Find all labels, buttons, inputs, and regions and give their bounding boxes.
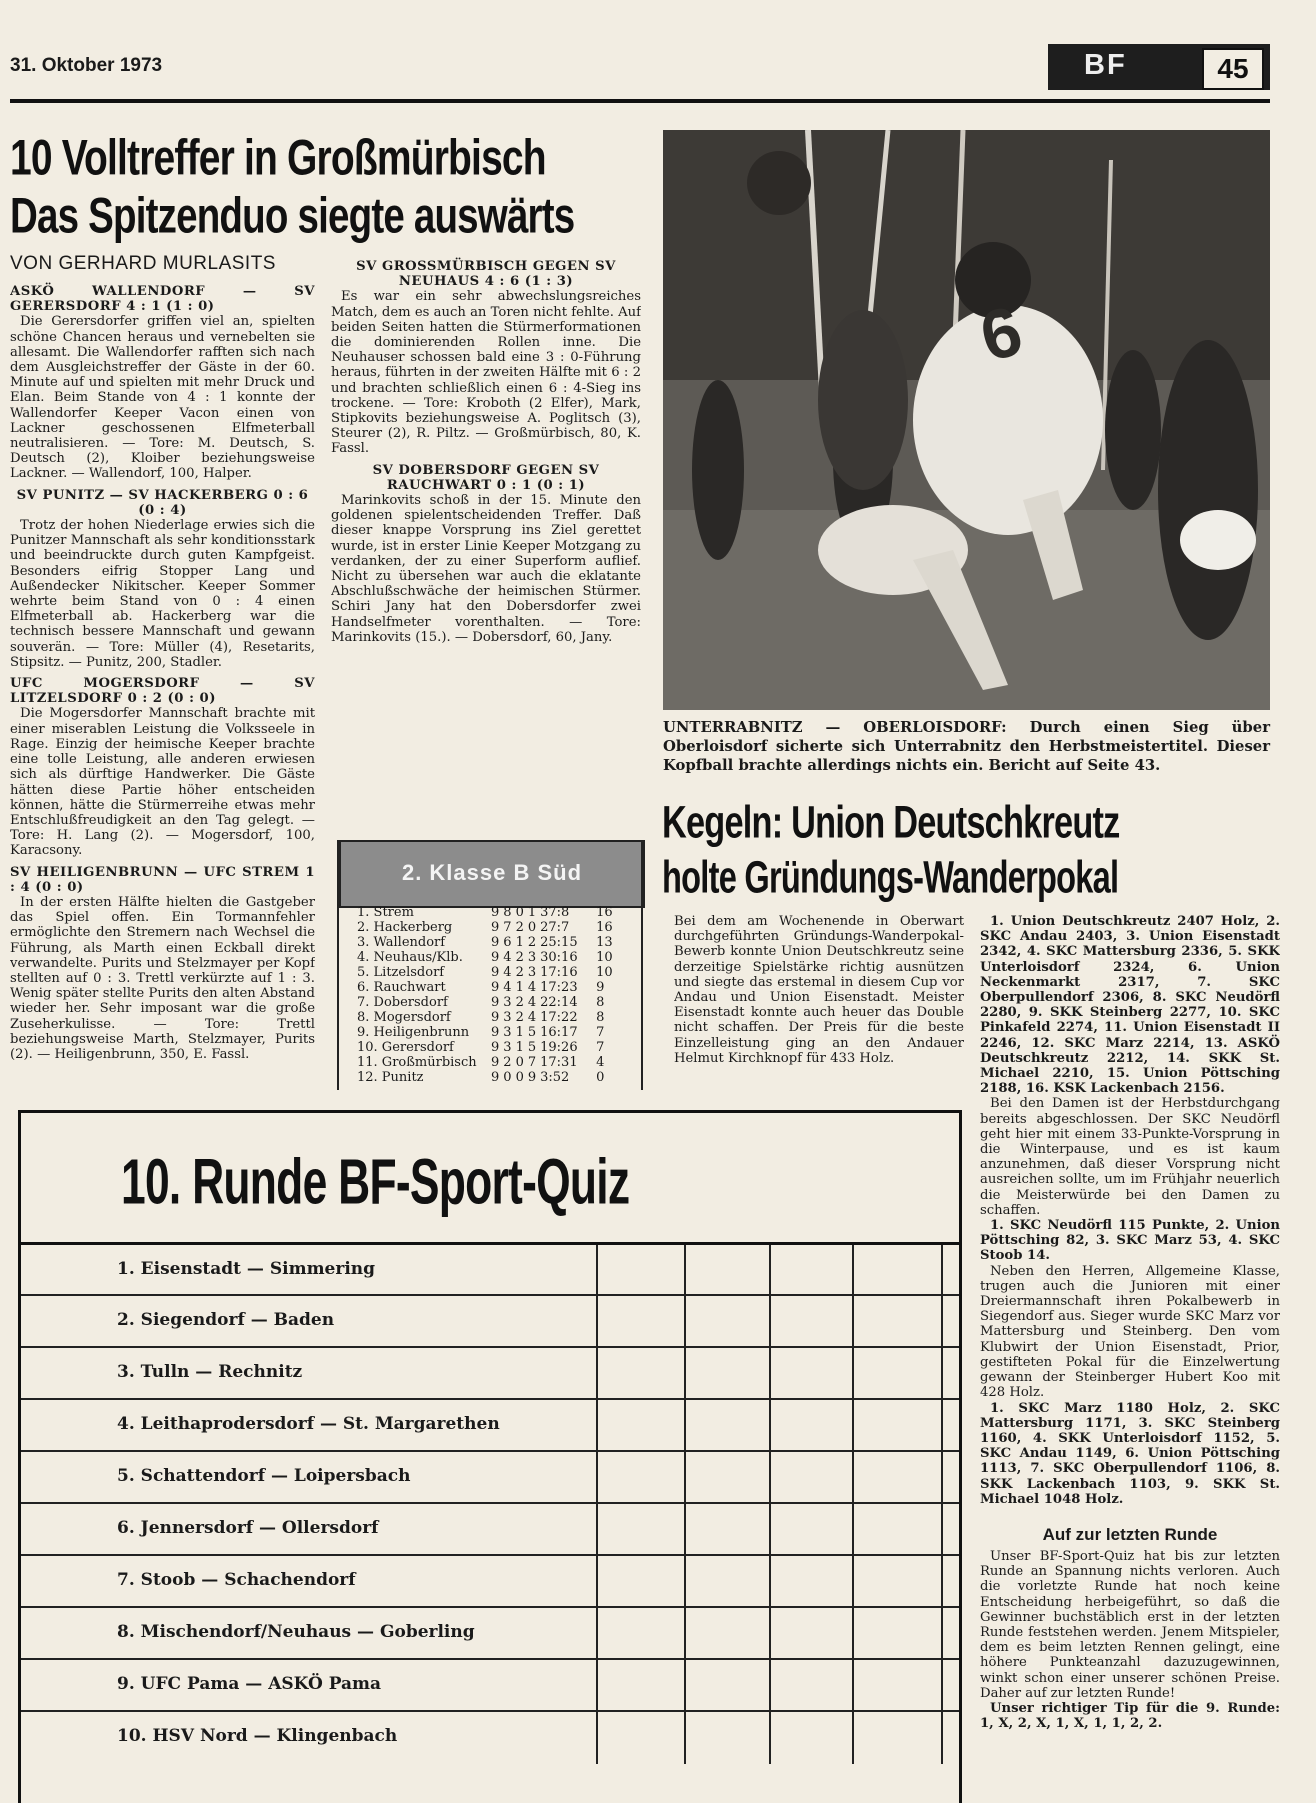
article2-headline-line2: holte Gründungs-Wanderpokal [662,852,1119,903]
standings-value: 30:16 [540,950,578,965]
quiz-cell-divider [769,1556,771,1608]
quiz-cell-divider [596,1504,598,1556]
standings-value: 13 [596,935,613,950]
standings-row [357,920,617,935]
quiz-cell-divider [941,1608,943,1660]
quiz-cell-divider [852,1712,854,1764]
standings-value: 2 [515,950,524,965]
standings-team: 12. Punitz [357,1070,424,1085]
quiz-cell-divider [596,1452,598,1504]
final-round-section [980,1525,1280,1795]
quiz-match-label: 8. Mischendorf/Neuhaus — Goberling [117,1622,475,1642]
standings-rule-right [641,840,643,1090]
quiz-match-label: 5. Schattendorf — Loipersbach [117,1466,411,1486]
standings-value: 16:17 [540,1025,578,1040]
match-photo-graphic [663,130,1270,710]
quiz-cell-divider [684,1400,686,1452]
masthead-box [1048,44,1270,90]
standings-value: 1 [515,980,524,995]
results-paragraph: 1. SKC Neudörfl 115 Punkte, 2. Union Pöttsching 82, 3. SKC Marz 53, 4. SKC Stoob 14. [980,1218,1280,1264]
standings-value: 1 [515,935,524,950]
match-heading: ASKÖ WALLENDORF — SV GERERSDORF 4 : 1 (1 : 0) [10,284,315,315]
standings-team: 9. Heiligenbrunn [357,1025,470,1040]
standings-row [357,965,617,980]
quiz-cell-divider [769,1712,771,1764]
standings-title-box [339,840,645,908]
standings-value: 2 [527,935,537,950]
byline: VON GERHARD MURLASITS [10,253,276,274]
quiz-cell-divider [596,1296,598,1348]
quiz-cell-divider [769,1452,771,1504]
quiz-cell-divider [852,1348,854,1400]
article2-headline-line1: Kegeln: Union Deutschkreutz [662,797,1120,848]
standings-value: 7 [596,1025,605,1040]
quiz-cell-divider [941,1348,943,1400]
standings-value: 2 [515,995,524,1010]
standings-value: 9 [491,995,500,1010]
match-heading: UFC MOGERSDORF — SV LITZELSDORF 0 : 2 (0 : 0) [10,676,315,707]
quiz-cell-divider [941,1660,943,1712]
quiz-title: 10. Runde BF-Sport-Quiz [121,1146,630,1218]
quiz-cell-divider [941,1296,943,1348]
standings-value: 10 [596,965,613,980]
standings-team: 5. Litzelsdorf [357,965,445,980]
quiz-cell-divider [769,1400,771,1452]
article-paragraph: Die Gerersdorfer griffen viel an, spielten schöne Chancen heraus und vernebelten sie allesamt. Die Wallendorfer rafften sich nach dem Ausgleichstreffer der Gäste in der 60. Minute auf und spielten mit mehr Druck und Elan. Beim Stande von 4 : 1 konnte der Wallendorfer Keeper Vacon einen von Lackner geschossenen Elfmeterball neutralisieren. — Tore: M. Deutsch, S. Deutsch (2), Kloiber beziehungsweise Lackner. — Wallendorf, 100, Halper. [10,314,315,482]
quiz-cell-divider [596,1348,598,1400]
quiz-cell-divider [769,1348,771,1400]
quiz-cell-divider [769,1296,771,1348]
quiz-cell-divider [852,1660,854,1712]
standings-value: 17:23 [540,980,578,995]
quiz-cell-divider [852,1556,854,1608]
quiz-match-label: 1. Eisenstadt — Simmering [117,1259,376,1279]
quiz-cell-divider [596,1245,598,1297]
article-paragraph: Es war ein sehr abwechslungsreiches Match, dem es auch an Toren nicht fehlte. Auf beiden Seiten hatten die Stürmerformationen die dominierenden Rollen inne. Die Neuhauser schossen bald eine 3 : 0-Führung heraus, führten in der zweiten Hälfte mit 6 : 2 und brachten schließlich einen 6 : 4-Sieg ins trockene. — Tore: Kroboth (2 Elfer), Mark, Stipkovits beziehungsweise A. Poglitsch (3), Steurer (2), R. Piltz. — Großmürbisch, 80, K. Fassl. [331,289,641,457]
standings-row [357,1025,617,1040]
quiz-cell-divider [941,1452,943,1504]
quiz-cell-divider [769,1660,771,1712]
standings-value: 5 [527,1040,537,1055]
article-paragraph: In der ersten Hälfte hielten die Gastgeber das Spiel offen. Ein Tormannfehler ermöglichte den Stremern nach Wechsel die Führung, als Marth einen Eckball direkt verwandelte. Purits und Stelzmayer per Kopf stellten auf 0 : 3. Trettl verkürzte auf 1 : 3. Wenig später stellte Purits den alten Abstand wieder her. Sehr imposant war die große Zuseherkulisse. — Tore: Trettl beziehungsweise Marth, Stelzmayer, Purits (2). — Heiligenbrunn, 350, E. Fassl. [10,894,315,1062]
quiz-cell-divider [684,1504,686,1556]
standings-value: 9 [491,935,500,950]
quiz-cell-divider [941,1245,943,1297]
final-round-tip: Unser richtiger Tip für die 9. Runde: 1, X, 2, X, 1, X, 1, 1, 2, 2. [980,1701,1280,1732]
standings-value: 9 [491,950,500,965]
quiz-cell-divider [684,1245,686,1297]
standings-title: 2. Klasse B Süd [401,860,583,885]
standings-value: 7 [503,920,512,935]
standings-value: 37:8 [540,905,570,920]
standings-value: 9 [596,980,605,995]
quiz-cell-divider [941,1712,943,1764]
article1-column-2 [331,253,641,823]
standings-value: 4 [503,980,512,995]
results-paragraph: 1. SKC Marz 1180 Holz, 2. SKC Mattersburg 1171, 3. SKC Steinberg 1160, 4. SKK Unterloisdorf 1152, 5. SKC Andau 1149, 6. Union Pöttsching 1113, 7. SKC Oberpullendorf 1106, 8. SKK Lackenbach 1103, 9. SKK St. Michael 1048 Holz. [980,1400,1280,1507]
standings-table-wrap [357,905,647,1085]
standings-value: 8 [596,1010,605,1025]
results-paragraph: 1. Union Deutschkreutz 2407 Holz, 2. SKC Andau 2403, 3. Union Eisenstadt 2342, 4. SKC Mattersburg 2336, 5. SKK Unterloisdorf 2324, 6. Union Neckenmarkt 2317, 7. SKC Oberpullendorf 2306, 8. SKC Neudörfl 2280, 9. SKK Steinberg 2277, 10. SKC Pinkafeld 2274, 11. Union Eisenstadt II 2246, 12. SKC Marz 2214, 13. ASKÖ Deutschkreutz 2212, 14. SKK St. Michael 2210, 15. Union Pöttsching 2188, 16. KSK Lackenbach 2156. [980,914,1280,1097]
standings-value: 9 [491,905,500,920]
standings-value: 4 [503,965,512,980]
quiz-cell-divider [941,1504,943,1556]
article-paragraph: Neben den Herren, Allgemeine Klasse, trugen auch die Junioren mit einer Dreiermannschaft ihren Pokalbewerb in Siegendorf aus. Sieger wurde SKC Marz vor Mattersburg und Steinberg. Den vom Klubwirt der Union Eisenstadt, Prior, gestifteten Pokal für die Einzelwertung gewann der Steinberger Hubert Koo mit 428 Holz. [980,1263,1280,1401]
standings-value: 5 [527,1025,537,1040]
quiz-cell-divider [684,1608,686,1660]
quiz-match-label: 6. Jennersdorf — Ollersdorf [117,1518,379,1538]
standings-value: 7 [527,1055,537,1070]
article1-headline-line2: Das Spitzenduo siegte auswärts [10,187,575,244]
photo-caption: UNTERRABNITZ — OBERLOISDORF: Durch einen Sieg über Oberloisdorf sicherte sich Unterrabnitz den Herbstmeistertitel. Dieser Kopfball brachte allerdings nichts ein. Bericht auf Seite 43. [663,719,1270,774]
quiz-cell-divider [684,1348,686,1400]
quiz-row [21,1398,959,1452]
standings-value: 9 [491,1010,500,1025]
quiz-cell-divider [941,1400,943,1452]
jersey-number: 6 [972,290,1031,377]
standings-value: 4 [527,1010,537,1025]
quiz-match-label: 2. Siegendorf — Baden [117,1310,335,1330]
match-heading: SV HEILIGENBRUNN — UFC STREM 1 : 4 (0 : 0) [10,864,315,895]
standings-value: 10 [596,950,613,965]
standings-value: 3 [527,950,537,965]
standings-value: 0 [596,1070,605,1085]
quiz-cell-divider [684,1660,686,1712]
standings-row [357,950,617,965]
standings-value: 9 [491,920,500,935]
standings-value: 4 [527,980,537,995]
standings-value: 17:22 [540,1010,578,1025]
quiz-match-label: 10. HSV Nord — Klingenbach [117,1726,398,1746]
quiz-cell-divider [684,1556,686,1608]
standings-value: 0 [515,1070,524,1085]
standings-row [357,1070,617,1085]
standings-value: 9 [491,1040,500,1055]
quiz-match-label: 7. Stoob — Schachendorf [117,1570,356,1590]
standings-team: 2. Hackerberg [357,920,453,935]
quiz-cell-divider [769,1608,771,1660]
standings-value: 0 [515,905,524,920]
standings-team: 3. Wallendorf [357,935,446,950]
standings-rule-left [337,840,339,1090]
standings-value: 17:16 [540,965,578,980]
quiz-match-label: 3. Tulln — Rechnitz [117,1362,303,1382]
quiz-cell-divider [596,1556,598,1608]
standings-value: 9 [527,1070,537,1085]
standings-value: 22:14 [540,995,578,1010]
quiz-row [21,1554,959,1608]
quiz-cell-divider [596,1400,598,1452]
standings-value: 9 [491,1070,500,1085]
quiz-row [21,1346,959,1400]
article-paragraph: Bei den Damen ist der Herbstdurchgang bereits abgeschlossen. Der SKC Neudörfl geht hier mit einem 33-Punkte-Vorsprung in die Winterpause, und es ist kaum anzunehmen, daß dieser Vorsprung nicht ausreichen sollte, um im Frühjahr neuerlich die Meisterwürde bei den Damen zu schaffen. [980,1096,1280,1218]
quiz-cell-divider [852,1296,854,1348]
quiz-row [21,1450,959,1504]
quiz-cell-divider [684,1452,686,1504]
quiz-row [21,1502,959,1556]
standings-team: 11. Großmürbisch [357,1055,477,1070]
standings-value: 19:26 [540,1040,578,1055]
standings-value: 25:15 [540,935,578,950]
article2-column-left: Bei dem am Wochenende in Oberwart durchgeführten Gründungs-Wanderpokal-Bewerb konnte Union Deutschkreutz seine derzeitige Spielstärke richtig ausnützen und siegte das erstemal in diesem Cup vor Andau und Union Eisenstadt. Meister Eisenstadt konnte auch heuer das Double nicht schaffen. Der Preis für die beste Einzelleistung ging an den Andauer Helmut Kirchknopf für 433 Holz. [674,914,964,1066]
quiz-row [21,1658,959,1712]
match-heading: SV GROSSMÜRBISCH GEGEN SV NEUHAUS 4 : 6 (1 : 3) [356,259,616,290]
standings-table [357,905,617,1085]
quiz-row [21,1242,959,1297]
standings-value: 7 [596,1040,605,1055]
standings-team: 7. Dobersdorf [357,995,448,1010]
standings-value: 8 [596,995,605,1010]
standings-value: 2 [515,965,524,980]
standings-value: 16 [596,905,613,920]
quiz-cell-divider [941,1556,943,1608]
article1-column-1 [10,278,315,1094]
quiz-cell-divider [684,1712,686,1764]
article-paragraph: Die Mogersdorfer Mannschaft brachte mit einer miserablen Leistung die Volksseele in Rage. Einzig der heimische Keeper brachte eine tolle Leistung, alle anderen erwiesen sich als dürftige Handwerker. Die Gäste hätten diese Partie höher entscheiden können, hätte die Stürmerreihe etwas mehr Entschlußfreudigkeit an den Tag gelegt. — Tore: H. Lang (2). — Mogersdorf, 100, Karacsony. [10,706,315,859]
quiz-row [21,1294,959,1348]
standings-value: 9 [491,980,500,995]
standings-value: 0 [527,920,537,935]
standings-value: 2 [515,920,524,935]
standings-value: 4 [503,950,512,965]
issue-date: 31. Oktober 1973 [10,55,163,76]
standings-value: 9 [491,1055,500,1070]
standings-value: 3 [527,965,537,980]
standings-value: 2 [515,1010,524,1025]
standings-value: 9 [491,965,500,980]
standings-row [357,1040,617,1055]
standings-row [357,1055,617,1070]
standings-row [357,1010,617,1025]
quiz-cell-divider [852,1245,854,1297]
standings-row [357,935,617,950]
standings-value: 3:52 [540,1070,570,1085]
article-paragraph: Marinkovits schoß in der 15. Minute den goldenen spielentscheidenden Treffer. Daß dieser knappe Vorsprung ins Ziel gerettet wurde, ist in erster Linie Keeper Motzgang zu verdanken, der zu einer Superform auflief. Nicht zu übersehen war auch die eklatante Abschlußschwäche der heimischen Stürmer. Schiri Jany hat den Dobersdorfer zwei Handselfmeter vorenthalten. — Tore: Marinkovits (15.). — Dobersdorf, 60, Jany. [331,493,641,645]
standings-value: 16 [596,920,613,935]
standings-row [357,980,617,995]
quiz-row [21,1710,959,1764]
quiz-cell-divider [852,1504,854,1556]
standings-team: 6. Rauchwart [357,980,446,995]
quiz-cell-divider [596,1660,598,1712]
match-heading: SV DOBERSDORF GEGEN SV RAUCHWART 0 : 1 (0 : 1) [372,462,600,493]
quiz-box [18,1110,962,1803]
standings-team: 4. Neuhaus/Klb. [357,950,463,965]
standings-team: 10. Gerersdorf [357,1040,454,1055]
standings-value: 6 [503,935,512,950]
standings-value: 3 [503,1010,512,1025]
quiz-cell-divider [596,1712,598,1764]
standings-team: 1. Strem [357,905,414,920]
article-paragraph: Trotz der hohen Niederlage erwies sich die Punitzer Mannschaft als sehr konditionsstark und beeindruckte durch guten Kampfgeist. Besonders eifrig Stopper Lang und Außendecker Nikitscher. Keeper Sommer wehrte beim Stand von 0 : 4 einen Elfmeterball ab. Hackerberg war die technisch bessere Mannschaft und gewann souverän. — Tore: Müller (4), Resetarits, Stipsitz. — Punitz, 200, Stadler. [10,518,315,670]
brand-label: BF [1084,49,1127,81]
standings-value: 1 [515,1040,524,1055]
final-round-text: Unser BF-Sport-Quiz hat bis zur letzten Runde an Spannung nichts verloren. Auch die vorletzte Runde hat noch keine Entscheidung herbeigeführt, so daß die Gewinner buchstäblich erst in der letzten Runde feststehen werden. Jenem Mitspieler, dem es beim letzten Rennen gelingt, eine höhere Punkteanzahl dazuzugewinnen, winkt schon einer unserer schönen Preise. Daher auf zur letzten Runde! [980,1549,1280,1701]
standings-value: 17:31 [540,1055,578,1070]
standings-value: 8 [503,905,512,920]
standings-team: 8. Mogersdorf [357,1010,451,1025]
standings-value: 27:7 [540,920,570,935]
quiz-cell-divider [684,1296,686,1348]
standings-value: 3 [503,1040,512,1055]
standings-value: 9 [491,1025,500,1040]
quiz-cell-divider [852,1608,854,1660]
standings-row [357,905,617,920]
match-photo [663,130,1270,710]
article2-column-right [980,914,1280,1520]
standings-row [357,995,617,1010]
standings-value: 0 [503,1070,512,1085]
match-heading: SV PUNITZ — SV HACKERBERG 0 : 6 (0 : 4) [16,487,309,518]
standings-value: 1 [515,1025,524,1040]
standings-value: 0 [515,1055,524,1070]
quiz-cell-divider [852,1452,854,1504]
quiz-cell-divider [769,1245,771,1297]
quiz-match-label: 9. UFC Pama — ASKÖ Pama [117,1674,382,1694]
quiz-row [21,1606,959,1660]
standings-value: 1 [527,905,537,920]
standings-value: 3 [503,995,512,1010]
final-round-heading: Auf zur letzten Runde [1042,1525,1218,1544]
standings-value: 4 [527,995,537,1010]
standings-value: 3 [503,1025,512,1040]
quiz-cell-divider [596,1608,598,1660]
quiz-match-label: 4. Leithaprodersdorf — St. Margarethen [117,1414,500,1434]
quiz-cell-divider [769,1504,771,1556]
quiz-cell-divider [852,1400,854,1452]
article1-headline-line1: 10 Volltreffer in Großmürbisch [10,129,546,186]
standings-value: 2 [503,1055,512,1070]
standings-value: 4 [596,1055,605,1070]
page-number: 45 [1202,48,1264,90]
header-rule [10,99,1270,103]
